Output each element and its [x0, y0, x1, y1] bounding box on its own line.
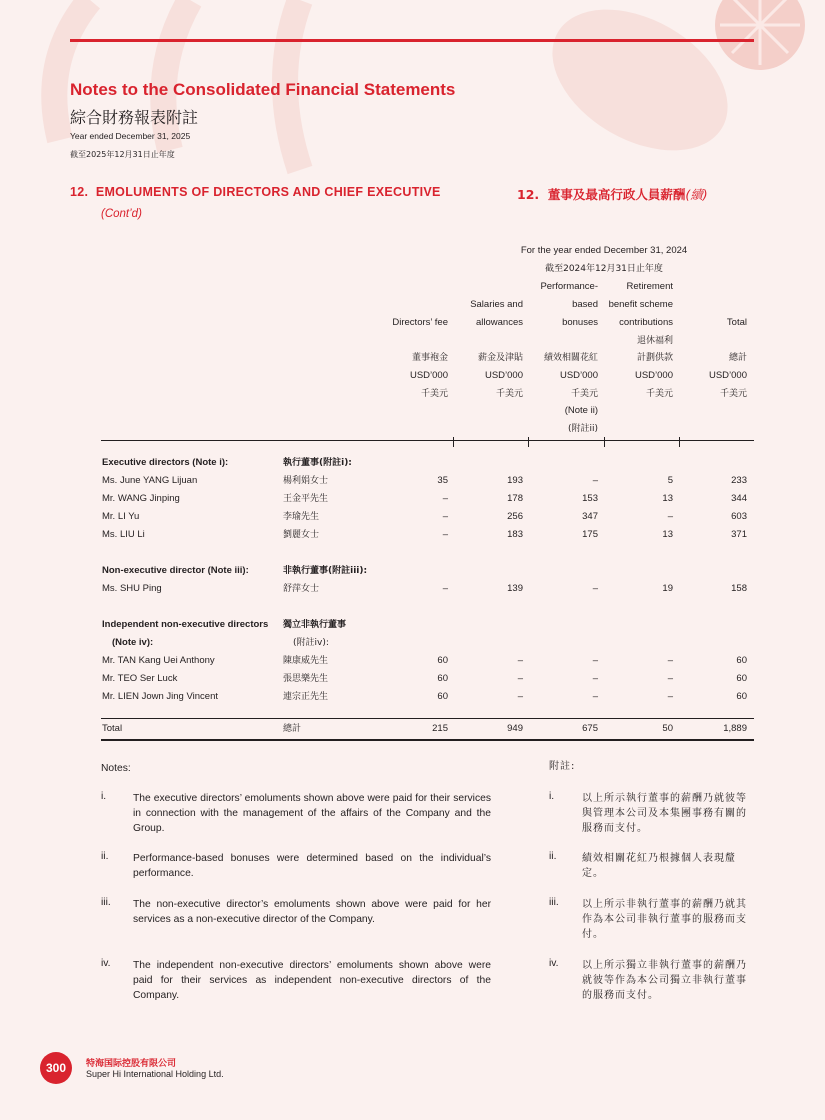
column-header: bonuses	[562, 317, 598, 328]
director-name-cn: 陳康威先生	[283, 656, 329, 666]
table-cell: 60	[437, 691, 448, 702]
note-text-cn: 績效相關花紅乃根據個人表現釐定。	[582, 853, 736, 879]
table-cell: –	[592, 673, 598, 684]
note-number: ii.	[101, 851, 109, 862]
col-divider	[604, 437, 605, 447]
column-unit: USD’000	[708, 370, 747, 381]
table-cell: –	[442, 493, 448, 504]
column-unit-cn: 千美元	[495, 389, 523, 399]
table-cell: –	[592, 691, 598, 702]
table-cell: 139	[507, 583, 523, 594]
section-heading: 12. EMOLUMENTS OF DIRECTORS AND CHIEF EXECUTIVE	[70, 185, 441, 199]
note-number-cn: iii.	[549, 897, 559, 908]
column-unit: USD’000	[634, 370, 673, 381]
column-note: (Note ii)	[564, 405, 598, 416]
section-heading-cont: (Cont’d)	[101, 208, 142, 220]
table-period: For the year ended December 31, 2024	[520, 245, 688, 256]
table-cell: 153	[582, 493, 598, 504]
col-divider	[528, 437, 529, 447]
total-rule-top	[101, 718, 754, 719]
table-cell: 60	[736, 691, 747, 702]
director-name-cn: 舒萍女士	[283, 584, 320, 594]
director-name: Ms. LIU Li	[102, 529, 145, 540]
group-heading-line2: (Note iv):	[112, 637, 154, 648]
table-cell: 60	[736, 655, 747, 666]
col-divider	[453, 437, 454, 447]
column-header: allowances	[476, 317, 523, 328]
column-unit: USD’000	[484, 370, 523, 381]
column-header-cn: 總計	[728, 353, 747, 363]
table-cell: –	[592, 583, 598, 594]
note-number-cn: iv.	[549, 958, 559, 969]
column-unit: USD’000	[559, 370, 598, 381]
period-label-cn: 截至2025年12月31日止年度	[70, 150, 175, 159]
column-header-cn: 薪金及津貼	[477, 353, 523, 363]
table-cell: 158	[731, 583, 747, 594]
director-name-cn: 連宗正先生	[283, 692, 329, 702]
note-text: The non-executive director’s emoluments shown above were paid for her services as a non-executive director of the Company.	[133, 899, 491, 925]
note-number: iii.	[101, 897, 111, 908]
column-header-cn: 董事袍金	[411, 353, 448, 363]
column-header-line2: benefit scheme	[608, 299, 673, 310]
director-name: Mr. LI Yu	[102, 511, 140, 522]
table-cell: 60	[437, 673, 448, 684]
group-heading: Independent non-executive directors	[102, 619, 269, 630]
table-cell: –	[667, 673, 673, 684]
table-cell: –	[517, 691, 523, 702]
director-name: Ms. June YANG Lijuan	[102, 475, 198, 486]
total-cell: 949	[507, 723, 523, 734]
table-cell: 60	[437, 655, 448, 666]
column-header: Directors’ fee	[392, 317, 448, 328]
page-title: Notes to the Consolidated Financial Statements	[70, 80, 456, 99]
group-heading: Non-executive director (Note iii):	[102, 565, 249, 576]
table-cell: –	[592, 655, 598, 666]
table-cell: 19	[662, 583, 673, 594]
table-cell: 344	[731, 493, 747, 504]
total-label: Total	[102, 723, 123, 734]
director-name-cn: 楊利娟女士	[283, 476, 329, 486]
group-heading-cn: 執行董事(附註i):	[283, 458, 352, 468]
header-rule	[70, 39, 754, 42]
table-cell: 233	[731, 475, 747, 486]
table-cell: –	[667, 655, 673, 666]
group-heading: Executive directors (Note i):	[102, 457, 229, 468]
col-divider	[679, 437, 680, 447]
total-label-cn: 總計	[283, 724, 302, 734]
table-cell: 183	[507, 529, 523, 540]
table-cell: 175	[582, 529, 598, 540]
table-cell: 347	[582, 511, 598, 522]
column-header-line2: Salaries and	[470, 299, 523, 310]
table-period-cn: 截至2024年12月31日止年度	[545, 264, 663, 274]
table-cell: –	[592, 475, 598, 486]
table-cell: –	[442, 511, 448, 522]
note-number-cn: i.	[549, 791, 555, 802]
page-number-badge: 300	[40, 1052, 72, 1084]
director-name-cn: 劉麗女士	[283, 530, 320, 540]
table-cell: 193	[507, 475, 523, 486]
group-heading-cn: 非執行董事(附註iii):	[283, 566, 368, 576]
total-cell: 50	[662, 723, 673, 734]
column-unit-cn: 千美元	[719, 389, 747, 399]
column-header-line2: based	[572, 299, 598, 310]
table-cell: 5	[667, 475, 673, 486]
notes-heading: Notes:	[101, 763, 131, 774]
table-cell: 13	[662, 493, 673, 504]
section-heading-cn: 12. 董事及最高行政人員薪酬(續)	[517, 187, 708, 202]
note-text-cn: 以上所示執行董事的薪酬乃就彼等與管理本公司及本集團事務有關的服務而支付。	[582, 793, 747, 834]
director-name: Mr. WANG Jinping	[102, 493, 180, 504]
column-header: contributions	[619, 317, 673, 328]
column-unit-cn: 千美元	[645, 389, 673, 399]
director-name: Ms. SHU Ping	[102, 583, 162, 594]
column-header-line1: Retirement	[626, 281, 673, 292]
column-header-cn-line1: 退休福利	[636, 336, 673, 346]
note-text-cn: 以上所示獨立非執行董事的薪酬乃就彼等作為本公司獨立非執行董事的服務而支付。	[582, 960, 747, 1001]
director-name-cn: 李瑜先生	[283, 512, 320, 522]
column-header-cn: 績效相關花紅	[543, 353, 598, 363]
note-text-cn: 以上所示非執行董事的薪酬乃就其作為本公司非執行董事的服務而支付。	[582, 899, 747, 940]
column-unit-cn: 千美元	[420, 389, 448, 399]
column-note-cn: (附註ii)	[567, 424, 598, 434]
column-header-cn: 計劃供款	[636, 353, 673, 363]
notes-heading-cn: 附註:	[549, 761, 576, 772]
table-cell: 256	[507, 511, 523, 522]
column-unit: USD’000	[409, 370, 448, 381]
table-cell: –	[442, 583, 448, 594]
director-name: Mr. TAN Kang Uei Anthony	[102, 655, 215, 666]
company-name: Super Hi International Holding Ltd.	[86, 1069, 224, 1079]
table-cell: 371	[731, 529, 747, 540]
group-heading-cn-line2: (附註iv):	[293, 638, 329, 648]
table-cell: 60	[736, 673, 747, 684]
total-cell: 215	[432, 723, 448, 734]
column-header: Total	[726, 317, 747, 328]
total-cell: 675	[582, 723, 598, 734]
note-text: The executive directors’ emoluments shown above were paid for their services in connection with the management of the affairs of the Company and the Group.	[133, 793, 491, 834]
note-number-cn: ii.	[549, 851, 557, 862]
table-cell: 13	[662, 529, 673, 540]
note-number: i.	[101, 791, 107, 802]
director-name: Mr. TEO Ser Luck	[102, 673, 178, 684]
header-rule-table	[101, 440, 754, 441]
director-name: Mr. LIEN Jown Jing Vincent	[102, 691, 218, 702]
page-title-cn: 綜合財務報表附註	[70, 108, 199, 127]
table-cell: –	[517, 655, 523, 666]
table-cell: –	[667, 511, 673, 522]
group-heading-cn: 獨立非執行董事	[283, 620, 347, 630]
table-cell: 603	[731, 511, 747, 522]
company-name-cn: 特海国际控股有限公司	[86, 1059, 177, 1069]
note-number: iv.	[101, 958, 111, 969]
total-cell: 1,889	[723, 723, 747, 734]
note-text: Performance-based bonuses were determined based on the individual’s performance.	[133, 853, 491, 879]
table-cell: –	[517, 673, 523, 684]
director-name-cn: 王金平先生	[283, 494, 329, 504]
table-cell: 35	[437, 475, 448, 486]
table-cell: 178	[507, 493, 523, 504]
column-unit-cn: 千美元	[570, 389, 598, 399]
table-cell: –	[667, 691, 673, 702]
note-text: The independent non-executive directors’ emoluments shown above were paid for their services as independent non-executive directors of the Company.	[133, 960, 491, 1001]
table-cell: –	[442, 529, 448, 540]
period-label: Year ended December 31, 2025	[70, 131, 191, 141]
director-name-cn: 張思樂先生	[283, 674, 329, 684]
column-header-line1: Performance-	[540, 281, 598, 292]
total-rule-bottom	[101, 739, 754, 741]
